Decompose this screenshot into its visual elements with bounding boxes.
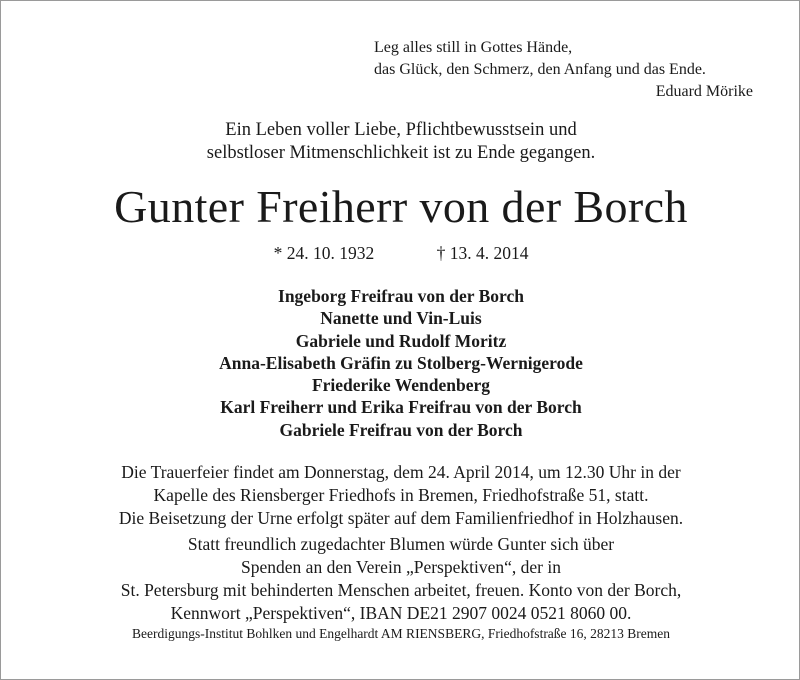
service-line: Die Trauerfeier findet am Donnerstag, dem 24. April 2014, um 12.30 Uhr in der — [121, 462, 681, 482]
motto-line: das Glück, den Schmerz, den Anfang und das Ende. — [374, 61, 706, 78]
undertaker-info: Beerdigungs-Institut Bohlken und Engelhardt AM RIENSBERG, Friedhofstraße 16, 28213 Bremen — [131, 626, 671, 641]
service-line: Kapelle des Riensberger Friedhofs in Bremen, Friedhofstraße 51, statt. — [153, 485, 649, 505]
intro-text — [1, 119, 800, 165]
motto-author: Eduard Mörike — [655, 83, 753, 100]
service-line: Die Beisetzung der Urne erfolgt später auf dem Familienfriedhof in Holzhausen. — [118, 508, 684, 528]
motto-quote — [374, 37, 759, 103]
mourner-name: Ingeborg Freifrau von der Borch — [278, 286, 524, 306]
mourner-name: Nanette und Vin-Luis — [320, 308, 482, 329]
donation-line: St. Petersburg mit behinderten Menschen arbeitet, freuen. Konto von der Borch, — [120, 580, 682, 600]
donation-line: Statt freundlich zugedachter Blumen würde Gunter sich über — [187, 534, 615, 554]
mourner-name: Gabriele und Rudolf Moritz — [295, 330, 507, 351]
donation-line: Kennwort „Perspektiven“, IBAN DE21 2907 0024 0521 8060 00. — [170, 603, 632, 623]
motto-line: Leg alles still in Gottes Hände, — [374, 39, 573, 56]
intro-line: selbstloser Mitmenschlichkeit ist zu Ende gegangen. — [206, 143, 596, 163]
deceased-name: Gunter Freiherr von der Borch — [114, 181, 688, 232]
life-dates — [1, 242, 800, 264]
mourner-name: Gabriele Freifrau von der Borch — [279, 419, 523, 440]
funeral-service-info — [1, 461, 800, 530]
birth-date: * 24. 10. 1932 — [273, 243, 375, 263]
mourner-name: Friederike Wendenberg — [311, 375, 491, 396]
donation-request — [1, 533, 800, 625]
mourner-name: Karl Freiherr und Erika Freifrau von der Borch — [220, 397, 582, 418]
mourners-list — [1, 285, 800, 441]
intro-line: Ein Leben voller Liebe, Pflichtbewusstsein und — [225, 120, 577, 140]
donation-line: Spenden an den Verein „Perspektiven“, der in — [241, 557, 561, 577]
mourner-name: Anna-Elisabeth Gräfin zu Stolberg-Wernigerode — [219, 352, 583, 373]
death-date: † 13. 4. 2014 — [436, 243, 529, 263]
